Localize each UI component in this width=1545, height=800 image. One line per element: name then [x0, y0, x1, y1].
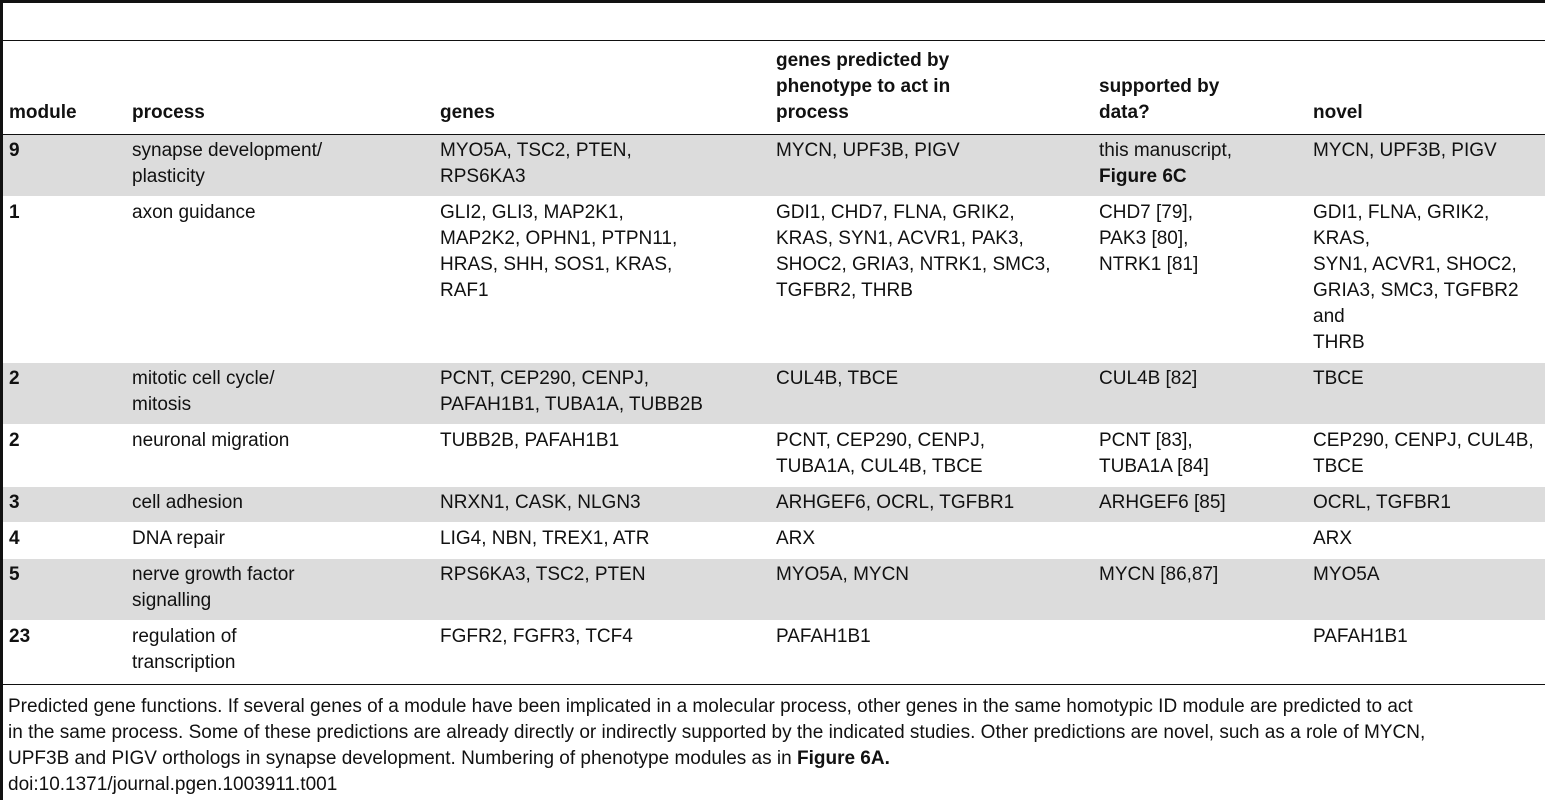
cell-module: 4 [3, 523, 126, 559]
cell-process: synapse development/ plasticity [126, 135, 434, 197]
header-genes: genes [434, 41, 770, 135]
top-rule [0, 0, 1545, 3]
caption-line: Predicted gene functions. If several genes of a module have been implicated in a molecular process, other genes in the same homotypic ID module are predicted to act [8, 696, 1413, 717]
cell-genes: LIG4, NBN, TREX1, ATR [434, 523, 770, 559]
table-row [3, 559, 1545, 621]
cell-process: axon guidance [126, 197, 434, 363]
cell-genes: TUBB2B, PAFAH1B1 [434, 425, 770, 487]
cell-predicted: CUL4B, TBCE [770, 363, 1093, 425]
table-row [3, 425, 1545, 487]
cell-novel: PAFAH1B1 [1307, 621, 1545, 685]
cell-module: 5 [3, 559, 126, 621]
table-caption [8, 694, 1543, 772]
table-row [3, 363, 1545, 425]
caption-line: in the same process. Some of these predictions are already directly or indirectly supported by the indicated studies. Other predictions are novel, such as a role of MYCN, [8, 722, 1426, 743]
cell-process: regulation of transcription [126, 621, 434, 685]
cell-supported: MYCN [86,87] [1093, 559, 1307, 621]
table-row [3, 487, 1545, 523]
cell-module: 23 [3, 621, 126, 685]
table-header-row [3, 41, 1545, 135]
cell-supported: ARHGEF6 [85] [1093, 487, 1307, 523]
cell-novel: MYO5A [1307, 559, 1545, 621]
cell-process: cell adhesion [126, 487, 434, 523]
cell-novel: CEP290, CENPJ, CUL4B, TBCE [1307, 425, 1545, 487]
predicted-functions-table [3, 40, 1545, 685]
header-novel: novel [1307, 41, 1545, 135]
cell-genes: PCNT, CEP290, CENPJ, PAFAH1B1, TUBA1A, TUBB2B [434, 363, 770, 425]
cell-supported: CUL4B [82] [1093, 363, 1307, 425]
cell-genes: RPS6KA3, TSC2, PTEN [434, 559, 770, 621]
table-container [3, 40, 1545, 685]
cell-novel: ARX [1307, 523, 1545, 559]
cell-process: DNA repair [126, 523, 434, 559]
cell-genes: NRXN1, CASK, NLGN3 [434, 487, 770, 523]
cell-process: neuronal migration [126, 425, 434, 487]
table-row [3, 135, 1545, 197]
cell-genes: GLI2, GLI3, MAP2K1, MAP2K2, OPHN1, PTPN11, HRAS, SHH, SOS1, KRAS, RAF1 [434, 197, 770, 363]
cell-genes: MYO5A, TSC2, PTEN, RPS6KA3 [434, 135, 770, 197]
caption-line: UPF3B and PIGV orthologs in synapse development. Numbering of phenotype modules as in [8, 748, 792, 769]
cell-process: nerve growth factor signalling [126, 559, 434, 621]
doi-text: doi:10.1371/journal.pgen.1003911.t001 [8, 774, 338, 795]
cell-predicted: ARHGEF6, OCRL, TGFBR1 [770, 487, 1093, 523]
cell-module: 9 [3, 135, 126, 197]
cell-module: 3 [3, 487, 126, 523]
cell-module: 2 [3, 363, 126, 425]
cell-module: 2 [3, 425, 126, 487]
cell-predicted: PCNT, CEP290, CENPJ, TUBA1A, CUL4B, TBCE [770, 425, 1093, 487]
table-row [3, 523, 1545, 559]
cell-predicted: GDI1, CHD7, FLNA, GRIK2, KRAS, SYN1, ACVR1, PAK3, SHOC2, GRIA3, NTRK1, SMC3, TGFBR2, THRB [770, 197, 1093, 363]
cell-module: 1 [3, 197, 126, 363]
cell-novel: TBCE [1307, 363, 1545, 425]
header-supported: supported by data? [1093, 41, 1307, 135]
cell-process: mitotic cell cycle/ mitosis [126, 363, 434, 425]
table-row [3, 621, 1545, 685]
cell-predicted: PAFAH1B1 [770, 621, 1093, 685]
cell-supported: this manuscript, Figure 6C [1093, 135, 1307, 197]
cell-predicted: MYCN, UPF3B, PIGV [770, 135, 1093, 197]
cell-supported: PCNT [83], TUBA1A [84] [1093, 425, 1307, 487]
cell-predicted: ARX [770, 523, 1093, 559]
cell-supported [1093, 523, 1307, 559]
cell-supported [1093, 621, 1307, 685]
cell-genes: FGFR2, FGFR3, TCF4 [434, 621, 770, 685]
cell-predicted: MYO5A, MYCN [770, 559, 1093, 621]
header-predicted: genes predicted by phenotype to act in process [770, 41, 1093, 135]
cell-supported: CHD7 [79], PAK3 [80], NTRK1 [81] [1093, 197, 1307, 363]
header-module: module [3, 41, 126, 135]
figure-reference-link[interactable]: Figure 6C [1099, 166, 1187, 187]
header-process: process [126, 41, 434, 135]
cell-novel: GDI1, FLNA, GRIK2, KRAS, SYN1, ACVR1, SHOC2, GRIA3, SMC3, TGFBR2 and THRB [1307, 197, 1545, 363]
table-row [3, 197, 1545, 363]
figure-6a-link[interactable]: Figure 6A. [796, 748, 890, 769]
cell-novel: MYCN, UPF3B, PIGV [1307, 135, 1545, 197]
cell-novel: OCRL, TGFBR1 [1307, 487, 1545, 523]
